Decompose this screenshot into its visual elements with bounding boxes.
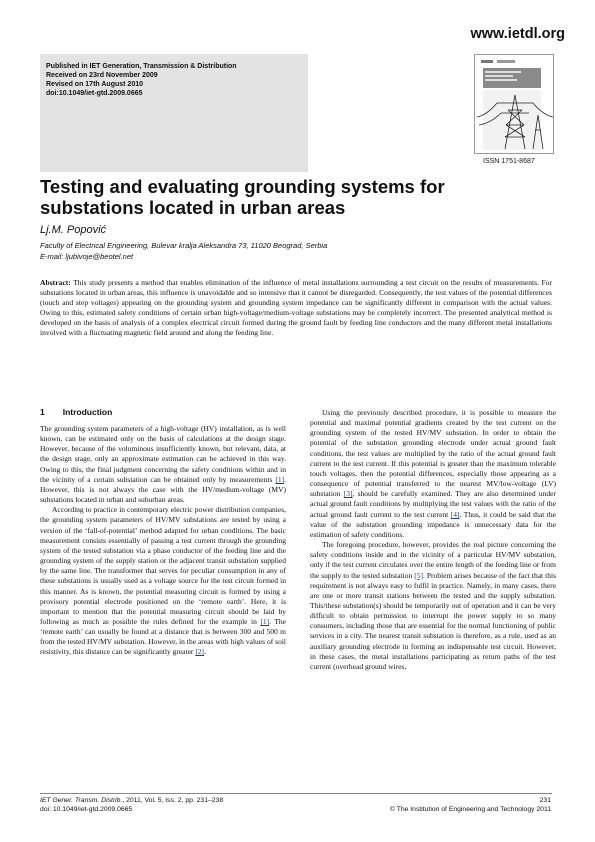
author-name: Lj.M. Popović: [40, 224, 107, 236]
issn-label: ISSN 1751-8687: [483, 158, 535, 165]
footer-doi: doi: 10.1049/iet-gtd.2009.0665: [40, 806, 133, 813]
footer-journal: IET Gener. Transm. Distrib.: [40, 797, 123, 804]
footer-citation: [40, 796, 223, 814]
abstract-text: This study presents a method that enables elimination of the influence of metal installations surrounding a test circuit on the results of measurements. For substations located in urban areas, this influence is unavoidable and so intensive that it cannot be disregarded. Consequently, the test values of the potential differences (touch and step voltages) appearing on the grounding system and grounding system impedance can be significantly different in comparison with the actual values. Owing to this, estimated safety conditions of certain urban high-voltage/medium-voltage substations may be completely incorrect. The presented analytical method is developed on the basis of analysis of a complex electrical circuit formed during the ground fault by feeding line conductors and the many different metal installations involved with a fluctuating magnetic field around and along the feeding line.: [40, 278, 552, 337]
section-heading: [40, 407, 130, 417]
copyright: © The Institution of Engineering and Technology 2011: [389, 806, 551, 813]
citation-link[interactable]: [2]: [195, 647, 205, 657]
pub-line-doi: doi:10.1049/iet-gtd.2009.0665: [46, 90, 143, 97]
author-email[interactable]: E-mail: ljubivoje@beotel.net: [40, 252, 134, 261]
author-affiliation: Faculty of Electrical Engineering, Bulevar kralja Aleksandra 73, 11020 Beograd, Serbia: [40, 241, 328, 250]
paragraph: Using the previously described procedure, it is possible to measure the potential and maximal potential gradients created by the test current on the grounding system of the tested HV/MV substation. In order to obtain the potential of the substation grounding electrode under actual ground fault conditions, the test values are multiplied by the ratio of the actual ground fault current to the test current. If this potential is greater than the maximum tolerable touch voltages, then the potential differences, especially those appearing as a consequence of potential transferred to the nearest MV/low-voltage (LV) substation [3], should be carefully examined. They are also determined under actual ground fault conditions by multiplying the test values with the ratio of the actual ground fault current to the test current [4]. Thus, it could be said that the value of the substation grounding impedance is unnecessary data for the estimation of safety conditions.: [310, 408, 557, 539]
journal-cover-icon: [474, 54, 554, 154]
paragraph: The foregoing procedure, however, provides the real picture concerning the safety conditions inside and in the vicinity of a particular HV/MV substation, only if the test current circulates over the entire length of the feeding line or from the supply to the tested substation [5]. Problem arises because of the fact that this requirement is not always easy to fulfil in practice. Namely, in many cases, there are one or more transit stations between the tested and the supply substation. This/these substation(s) should be temporarily out of operation and it can be very difficult to obtain permission to interrupt the power supply to so many consumers, including those that are essential for the normal functioning of public services in a city. The nearest transit substation is therefore, as a rule, used as an auxiliary grounding electrode in forming an indispensable test circuit. However, in these cases, the metal installations participating as return paths of the test current (overhead ground wires,: [310, 540, 556, 671]
site-url[interactable]: www.ietdl.org: [470, 26, 565, 42]
paragraph: The grounding system parameters of a high-voltage (HV) installation, as is well known, can be estimated only on the basis of calculations at the design stage. However, because of the voluminous insufficiently known, but relevant, data, at the design stage, only an approximate estimation can be achieved in this way. Owing to this, the final judgment concerning the safety conditions within and in the vicinity of a certain substation can be obtained only by measurements [1]. However, this is not always the case with the HV/medium-voltage (MV) substations located in urban and suburban areas.: [40, 424, 286, 505]
page-number: 231: [539, 797, 551, 804]
footer-volume: , 2011, Vol. 5, Iss. 2, pp. 231–238: [122, 797, 224, 804]
citation-link[interactable]: [1]: [260, 616, 270, 626]
body-column-left: [40, 424, 286, 658]
publication-info-box: [40, 54, 308, 172]
paragraph: According to practice in contemporary electric power distribution companies, the grounding system parameters of HV/MV substations are tested by using a version of the ‘fall-of-potential’ method adapted for urban conditions. The basic measurement consists essentially of passing a test current through the grounding system of the tested substation via a phase conductor of the feeding line and the grounding system of the supply station or the adjacent transit substation supplied by the same line. The transformer that serves for peculiar consumption in any of these substations is usually used as a voltage source for the test circuit formed in this manner. As is known, the potential measuring circuit is formed by using a provisory potential electrode positioned on the ‘remote earth’. Here, it is important to mention that the potential measuring circuit should be laid by following as much as possible the rules defined for the example in [1]. The ‘remote earth’ can usually be found at a distance that is between 300 and 500 m from the tested HV/MV substation. However, in the areas with high values of soil resistivity, this distance can be significantly greater [2].: [40, 505, 286, 657]
article-title: Testing and evaluating grounding systems for substations located in urban areas: [40, 176, 445, 218]
abstract: [40, 278, 552, 338]
section-title: Introduction: [62, 407, 113, 417]
pub-line-received: Received on 23rd November 2009: [46, 72, 158, 79]
citation-link[interactable]: [3]: [343, 489, 353, 499]
abstract-label: Abstract:: [40, 278, 71, 287]
section-number: 1: [40, 407, 45, 417]
citation-link[interactable]: [4]: [450, 509, 460, 519]
pub-line-revised: Revised on 17th August 2010: [46, 81, 143, 88]
body-column-right: [310, 408, 556, 672]
citation-link[interactable]: [5]: [414, 570, 423, 580]
pub-line-journal: Published in IET Generation, Transmission & Distribution: [46, 63, 237, 70]
footer-divider: [40, 793, 552, 794]
citation-link[interactable]: [1]: [275, 474, 285, 484]
footer-right: [390, 796, 551, 814]
